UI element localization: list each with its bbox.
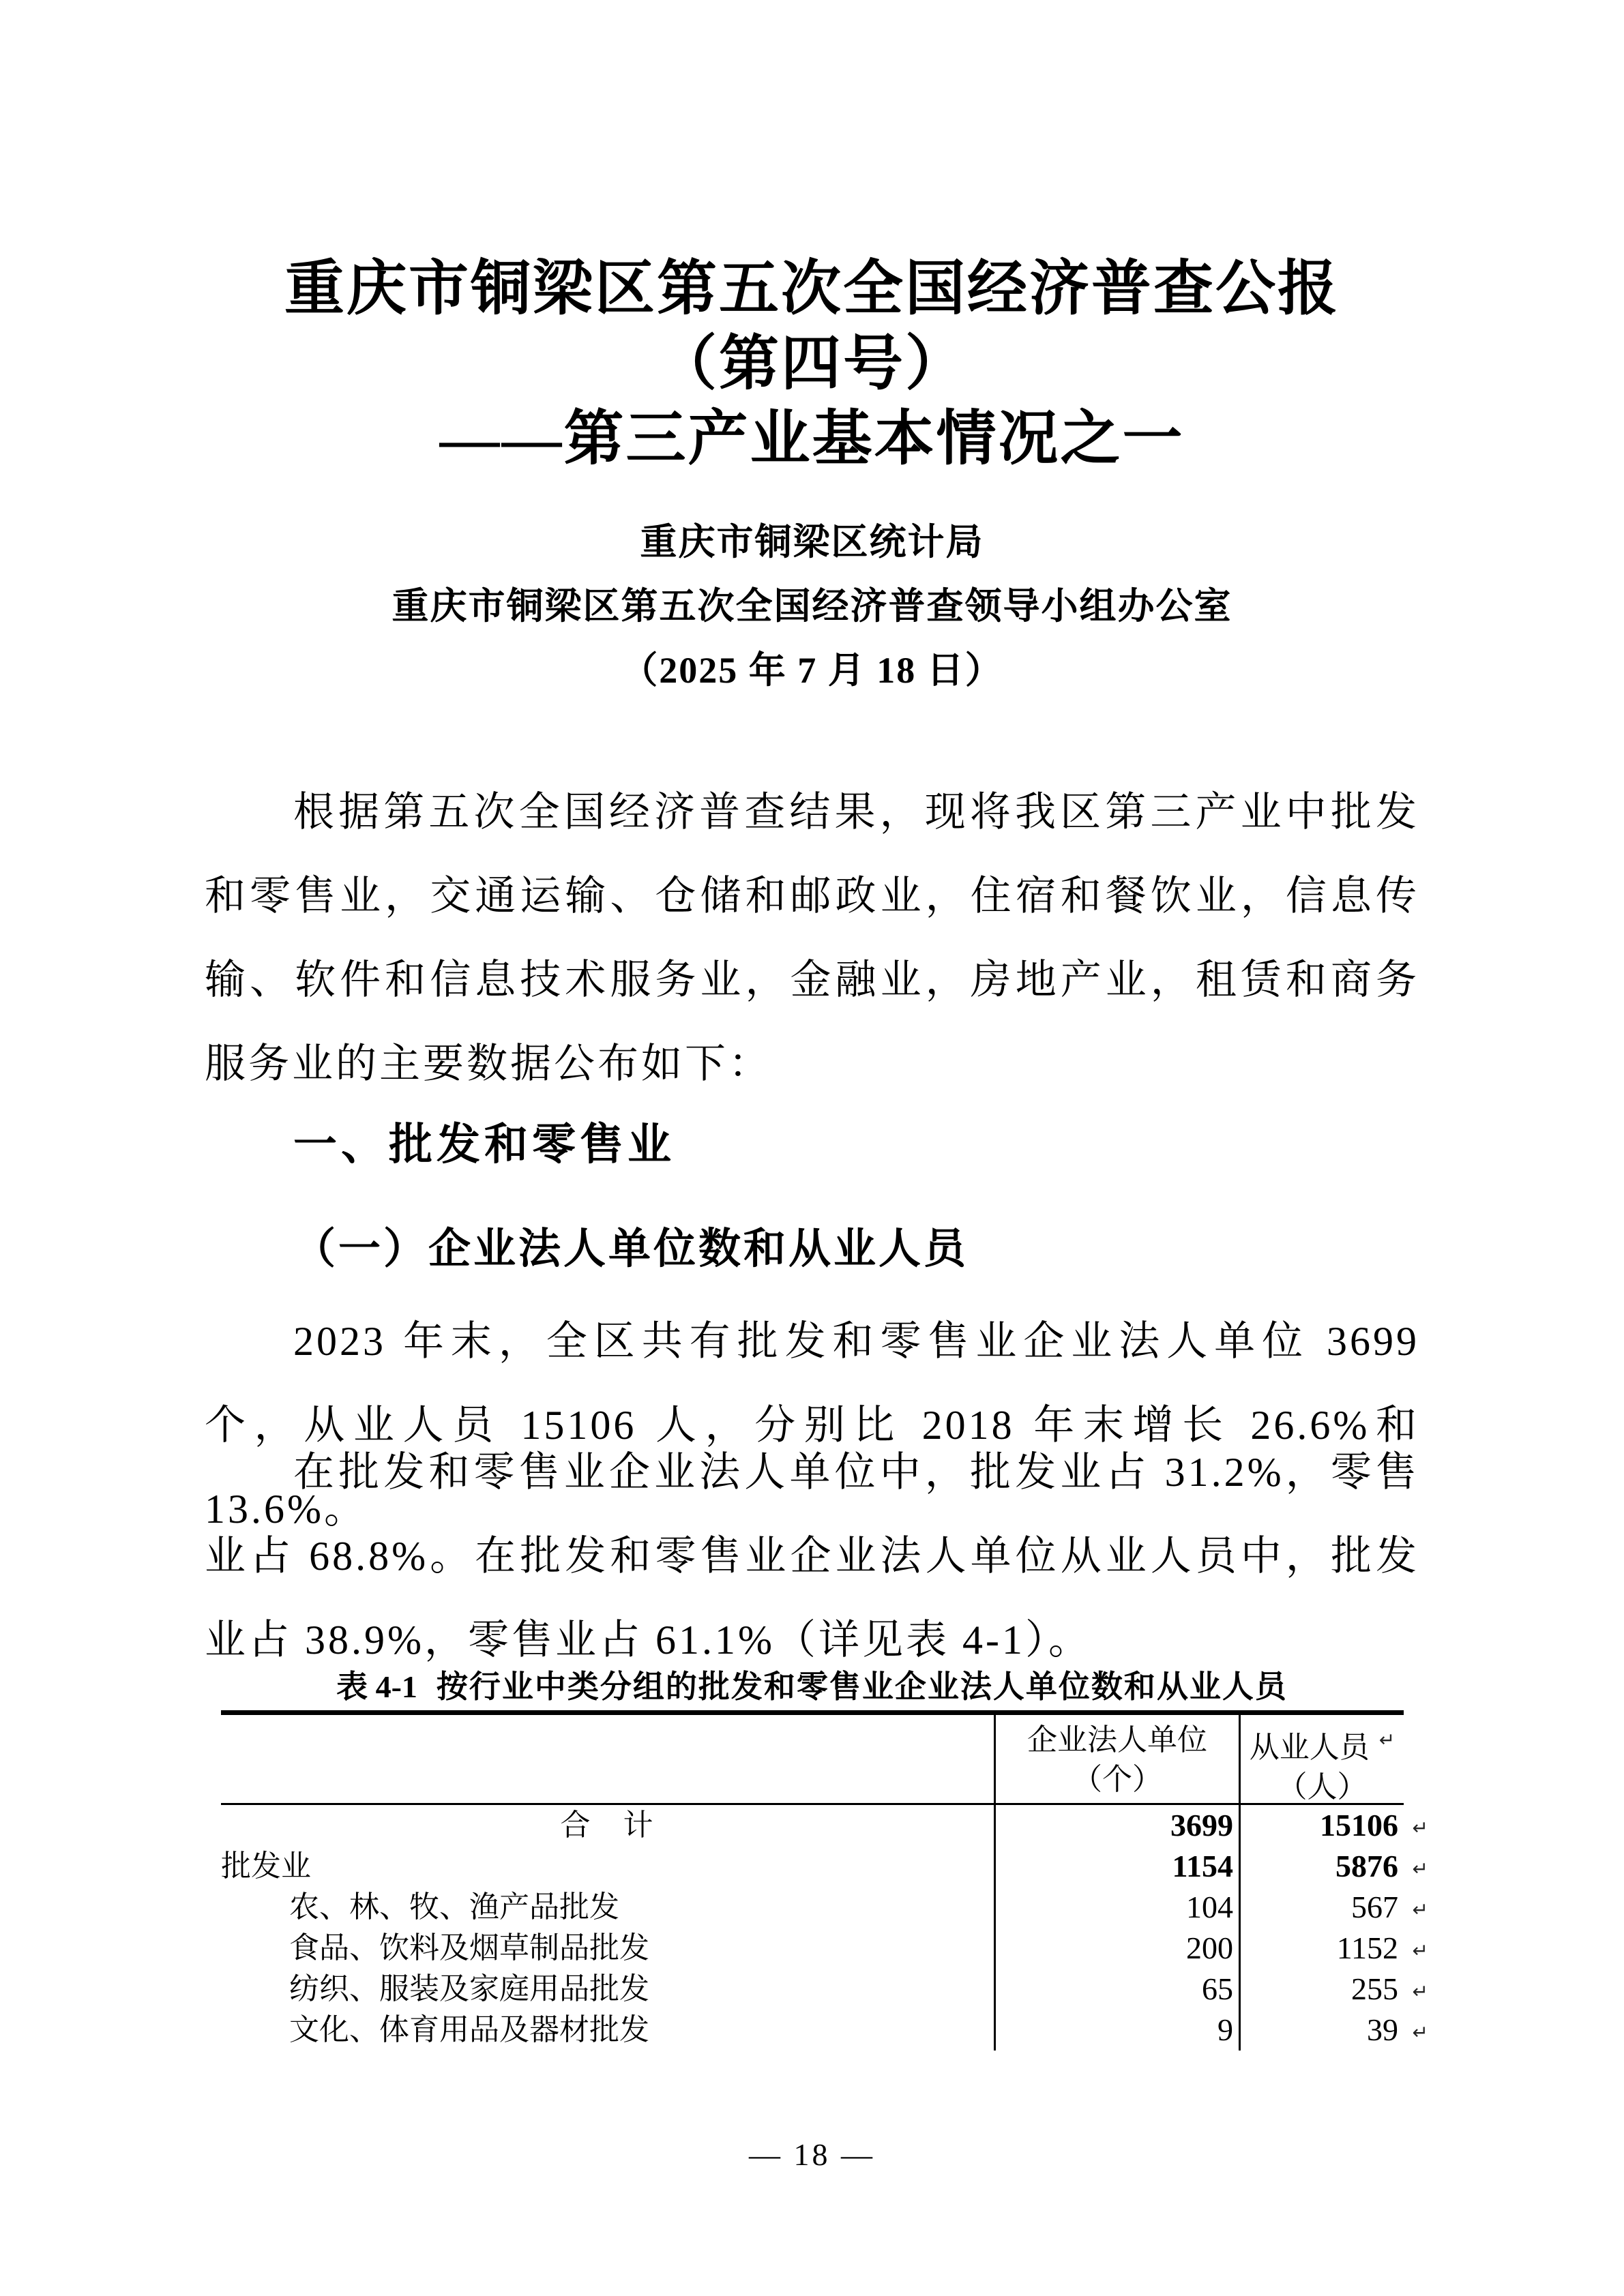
table-header-units [994,1715,1239,1807]
issuing-org-1: 重庆市铜梁区统计局 [640,522,984,563]
table-header-row [221,1715,1404,1805]
document-title [0,252,1624,477]
table-header-persons [1239,1715,1404,1807]
intro-paragraph: 根据第五次全国经济普查结果，现将我区第三产业中批发和零售业，交通运输、仓储和邮政业，住宿和餐饮业，信息传输、软件和信息技术服务业，金融业，房地产业，租赁和商务服务业的主要数据公布如下： [205,790,1419,1086]
table-header-stub [221,1715,994,1807]
row-label: 农、林、牧、渔产品批发 [289,1890,619,1924]
row-label: 食品、饮料及烟草制品批发 [289,1931,649,1965]
table-4-1 [221,1710,1428,2051]
paragraph-mark-icon: ↵ [1412,2021,1428,2044]
paragraph-mark-icon: ↵ [1378,1729,1396,1751]
persons-number: 1152 [1336,1930,1398,1965]
table-caption [0,1665,1624,1708]
title-line-3: ——第三产业基本情况之一 [439,406,1185,473]
table-row [221,1846,1428,1887]
table-header-persons-line1 [1241,1720,1404,1768]
table-row [221,1887,1428,1928]
persons-value [1239,1805,1428,1846]
persons-value [1239,1846,1428,1887]
paragraph-mark-icon: ↵ [1412,1858,1428,1880]
persons-number: 255 [1351,1971,1398,2006]
table-row [221,1805,1428,1846]
issuing-org-2: 重庆市铜梁区第五次全国经济普查领导小组办公室 [392,586,1232,627]
persons-number: 5876 [1335,1849,1398,1883]
table-header-persons-line2: （人） [1277,1770,1368,1804]
table-body [221,1805,1428,2051]
publish-date: （2025 年 7 月 18 日） [621,650,1003,691]
row-label: 纺织、服装及家庭用品批发 [289,1972,649,2006]
persons-value [1239,1928,1428,1969]
persons-number: 567 [1351,1890,1398,1924]
units-value: 1154 [994,1846,1239,1887]
paragraph-units-count: 2023 年末，全区共有批发和零售业企业法人单位 3699 个，从业人员 15106 人，分别比 2018 年末增长 26.6%和 13.6%。 [205,1319,1419,1532]
title-line-2: （第四号） [656,331,967,398]
row-label: 批发业 [221,1849,311,1883]
units-value: 65 [994,1969,1239,2010]
persons-value [1239,2010,1428,2051]
persons-value [1239,1887,1428,1928]
persons-number: 15106 [1320,1808,1398,1843]
paragraph-mark-icon: ↵ [1412,1980,1428,2003]
table-header-persons-text: 从业人员 [1249,1731,1370,1764]
table-row [221,1969,1428,2010]
row-label: 文化、体育用品及器材批发 [289,2013,649,2046]
title-line-1: 重庆市铜梁区第五次全国经济普查公报 [284,256,1340,323]
page-number: — 18 — [749,2137,875,2172]
paragraph-mark-icon: ↵ [1412,1898,1428,1921]
persons-value [1239,1969,1428,2010]
section-heading: 一、批发和零售业 [293,1120,675,1169]
table-row [221,1928,1428,1969]
paragraph-mark-icon: ↵ [1412,1817,1428,1839]
table-caption-label: 表 4-1 [336,1669,417,1704]
units-value: 3699 [994,1805,1239,1846]
subsection-heading: （一）企业法人单位数和从业人员 [293,1226,969,1272]
row-label: 合 计 [560,1808,655,1842]
paragraph-shares: 在批发和零售业企业法人单位中，批发业占 31.2%，零售业占 68.8%。在批发和零售业企业法人单位从业人员中，批发业占 38.9%，零售业占 61.1%（详见表 4-1）。 [205,1450,1419,1663]
table-header-units-line1: 企业法人单位 [1027,1723,1207,1757]
units-value: 104 [994,1887,1239,1928]
persons-number: 39 [1367,2012,1398,2047]
units-value: 9 [994,2010,1239,2051]
table-caption-text: 按行业中类分组的批发和零售业企业法人单位数和从业人员 [436,1669,1288,1704]
units-value: 200 [994,1928,1239,1969]
paragraph-mark-icon: ↵ [1412,1939,1428,1962]
byline [0,510,1624,702]
table-header-units-line2: （个） [1072,1763,1162,1796]
table-row [221,2010,1428,2051]
